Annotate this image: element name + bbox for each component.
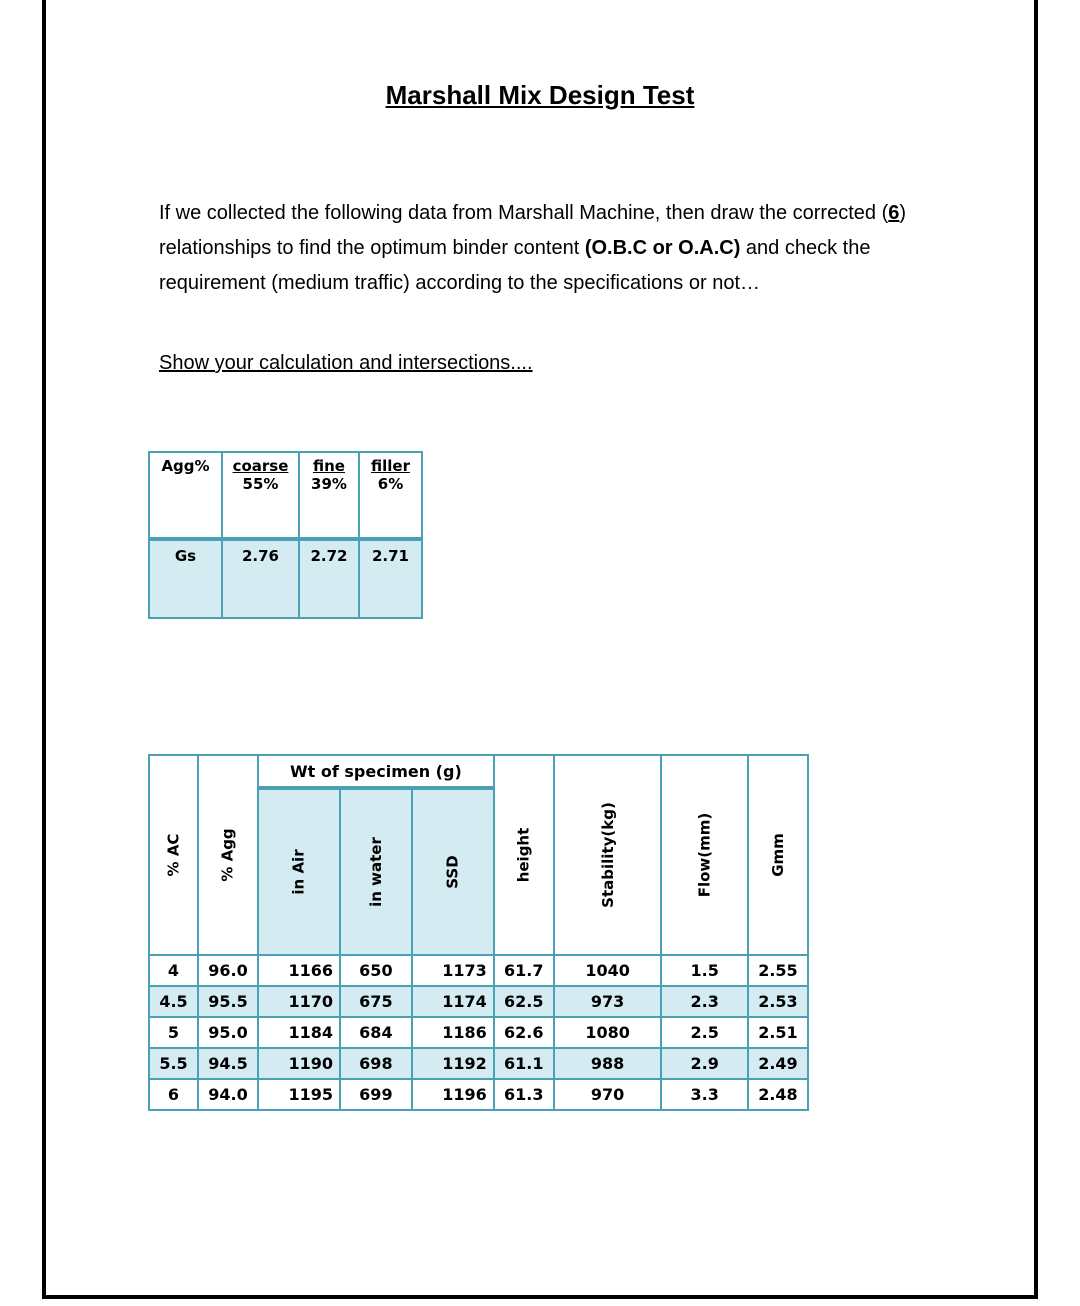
col-header-ssd: SSD bbox=[412, 788, 494, 955]
marshall-data-table bbox=[148, 754, 809, 1111]
cell-stability: 973 bbox=[554, 986, 662, 1017]
cell-ac: 5 bbox=[149, 1017, 198, 1048]
cell-flow: 2.3 bbox=[661, 986, 748, 1017]
cell-stability: 1040 bbox=[554, 955, 662, 986]
cell-in-water: 675 bbox=[340, 986, 412, 1017]
coarse-cell: coarse 55% bbox=[222, 452, 299, 539]
cell-in-water: 699 bbox=[340, 1079, 412, 1110]
cell-ssd: 1196 bbox=[412, 1079, 494, 1110]
obc-term: (O.B.C or O.A.C) bbox=[584, 237, 741, 259]
cell-gmm: 2.51 bbox=[748, 1017, 808, 1048]
statement-part-1: If we collected the following data from Marshall Machine, then draw the corrected ( bbox=[159, 202, 889, 224]
cell-stability: 1080 bbox=[554, 1017, 662, 1048]
page-title: Marshall Mix Design Test bbox=[385, 80, 695, 110]
cell-in-air: 1170 bbox=[258, 986, 340, 1017]
cell-agg: 94.0 bbox=[198, 1079, 258, 1110]
table-row bbox=[149, 1048, 808, 1079]
col-header-in-water: in water bbox=[340, 788, 412, 955]
col-header-agg: % Agg bbox=[198, 755, 258, 955]
cell-in-water: 684 bbox=[340, 1017, 412, 1048]
cell-ac: 5.5 bbox=[149, 1048, 198, 1079]
cell-ssd: 1192 bbox=[412, 1048, 494, 1079]
cell-in-air: 1195 bbox=[258, 1079, 340, 1110]
cell-gmm: 2.53 bbox=[748, 986, 808, 1017]
gs-label: Gs bbox=[149, 539, 222, 618]
cell-ac: 4 bbox=[149, 955, 198, 986]
cell-flow: 2.9 bbox=[661, 1048, 748, 1079]
statement-part-3: and check the requirement (medium traffic) according to the specifications or not… bbox=[159, 237, 871, 294]
problem-statement bbox=[159, 196, 919, 301]
table-row bbox=[149, 955, 808, 986]
marshall-table-body bbox=[149, 955, 808, 1110]
header-row-1 bbox=[149, 755, 808, 788]
cell-agg: 94.5 bbox=[198, 1048, 258, 1079]
col-header-ac: % AC bbox=[149, 755, 198, 955]
cell-ssd: 1174 bbox=[412, 986, 494, 1017]
cell-gmm: 2.49 bbox=[748, 1048, 808, 1079]
cell-in-water: 650 bbox=[340, 955, 412, 986]
cell-gmm: 2.48 bbox=[748, 1079, 808, 1110]
col-header-stability: Stability(kg) bbox=[554, 755, 662, 955]
table-row bbox=[149, 1017, 808, 1048]
cell-height: 61.7 bbox=[494, 955, 554, 986]
cell-in-water: 698 bbox=[340, 1048, 412, 1079]
agg-header-label: Agg% bbox=[149, 452, 222, 539]
cell-height: 61.1 bbox=[494, 1048, 554, 1079]
instruction-text: Show your calculation and intersections.... bbox=[159, 352, 533, 374]
cell-agg: 95.0 bbox=[198, 1017, 258, 1048]
cell-flow: 1.5 bbox=[661, 955, 748, 986]
filler-gs: 2.71 bbox=[359, 539, 422, 618]
weight-group-header: Wt of specimen (g) bbox=[258, 755, 494, 788]
col-header-flow: Flow(mm) bbox=[661, 755, 748, 955]
cell-stability: 970 bbox=[554, 1079, 662, 1110]
agg-gs-row bbox=[149, 539, 422, 618]
table-row bbox=[149, 1079, 808, 1110]
cell-in-air: 1190 bbox=[258, 1048, 340, 1079]
cell-ssd: 1186 bbox=[412, 1017, 494, 1048]
aggregate-table bbox=[148, 451, 423, 619]
col-header-in-air: in Air bbox=[258, 788, 340, 955]
col-header-height: height bbox=[494, 755, 554, 955]
cell-agg: 95.5 bbox=[198, 986, 258, 1017]
cell-agg: 96.0 bbox=[198, 955, 258, 986]
agg-percent-row bbox=[149, 452, 422, 539]
cell-stability: 988 bbox=[554, 1048, 662, 1079]
statement-part-2: ) relationships to find the optimum binder content bbox=[159, 202, 907, 259]
cell-ac: 4.5 bbox=[149, 986, 198, 1017]
cell-ac: 6 bbox=[149, 1079, 198, 1110]
filler-cell: filler 6% bbox=[359, 452, 422, 539]
cell-ssd: 1173 bbox=[412, 955, 494, 986]
cell-flow: 3.3 bbox=[661, 1079, 748, 1110]
fine-gs: 2.72 bbox=[299, 539, 359, 618]
cell-in-air: 1184 bbox=[258, 1017, 340, 1048]
coarse-gs: 2.76 bbox=[222, 539, 299, 618]
fine-cell: fine 39% bbox=[299, 452, 359, 539]
cell-flow: 2.5 bbox=[661, 1017, 748, 1048]
cell-in-air: 1166 bbox=[258, 955, 340, 986]
col-header-gmm: Gmm bbox=[748, 755, 808, 955]
cell-gmm: 2.55 bbox=[748, 955, 808, 986]
table-row bbox=[149, 986, 808, 1017]
relationship-count: 6 bbox=[888, 202, 900, 224]
cell-height: 61.3 bbox=[494, 1079, 554, 1110]
cell-height: 62.5 bbox=[494, 986, 554, 1017]
cell-height: 62.6 bbox=[494, 1017, 554, 1048]
